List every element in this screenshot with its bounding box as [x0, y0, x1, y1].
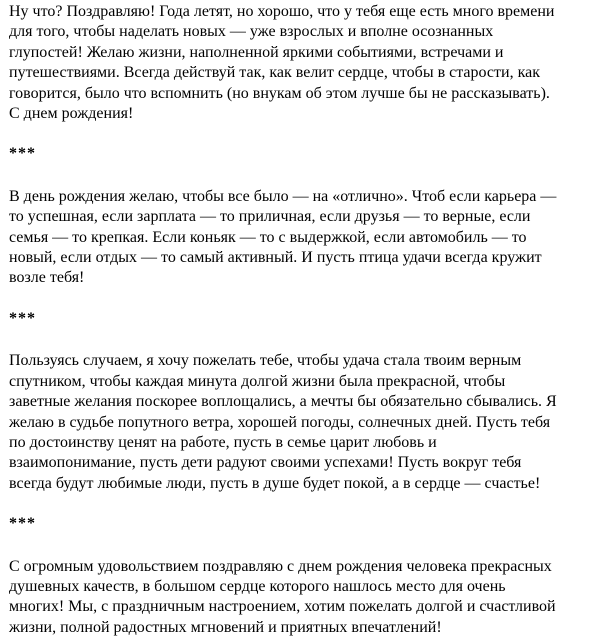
separator-3: ***	[9, 515, 36, 533]
separator-2: ***	[9, 309, 36, 327]
paragraph-3: Пользуясь случаем, я хочу пожелать тебе, чтобы удача стала твоим верным спутником, чтобы каждая минута долгой жизни была прекрасной, чтобы заветные желания поскорее воплощались, а мечты бы обязательно сбывались. Я желаю в судьбе попутного ветра, хорошей погоды, солнечных дней. Пусть тебя по достоинству ценят на работе, пусть в семье царит любовь и взаимопонимание, пусть дети радуют своими успехами! Пусть вокруг тебя всегда будут любимые люди, пусть в душе будет покой, а в сердце — счастье!	[9, 352, 557, 492]
paragraph-4: С огромным удовольствием поздравляю с днем рождения человека прекрасных душевных качеств, в большом сердце которого нашлось место для очень многих! Мы, с праздничным настроением, хотим пожелать долгой и счастливой жизни, полной радостных мгновений и приятных впечатлений!	[9, 557, 556, 636]
paragraph-1: Ну что? Поздравляю! Года летят, но хорошо, что у тебя еще есть много времени для того, чтобы наделать новых — уже взрослых и вполне осознанных глупостей! Желаю жизни, наполненной яркими событиями, встречами и путешествиями. Всегда действуй так, как велит сердце, чтобы в старости, как говорится, было что вспомнить (но внукам об этом лучше бы не рассказывать). С днем рождения!	[9, 3, 555, 123]
paragraph-2: В день рождения желаю, чтобы все было — на «отлично». Чтоб если карьера — то успешная, если зарплата — то приличная, если друзья — то верные, если семья — то крепкая. Если коньяк — то с выдержкой, если автомобиль — то новый, если отдых — то самый активный. И пусть птица удачи всегда кружит возле тебя!	[9, 187, 557, 287]
separator-1: ***	[9, 145, 36, 163]
